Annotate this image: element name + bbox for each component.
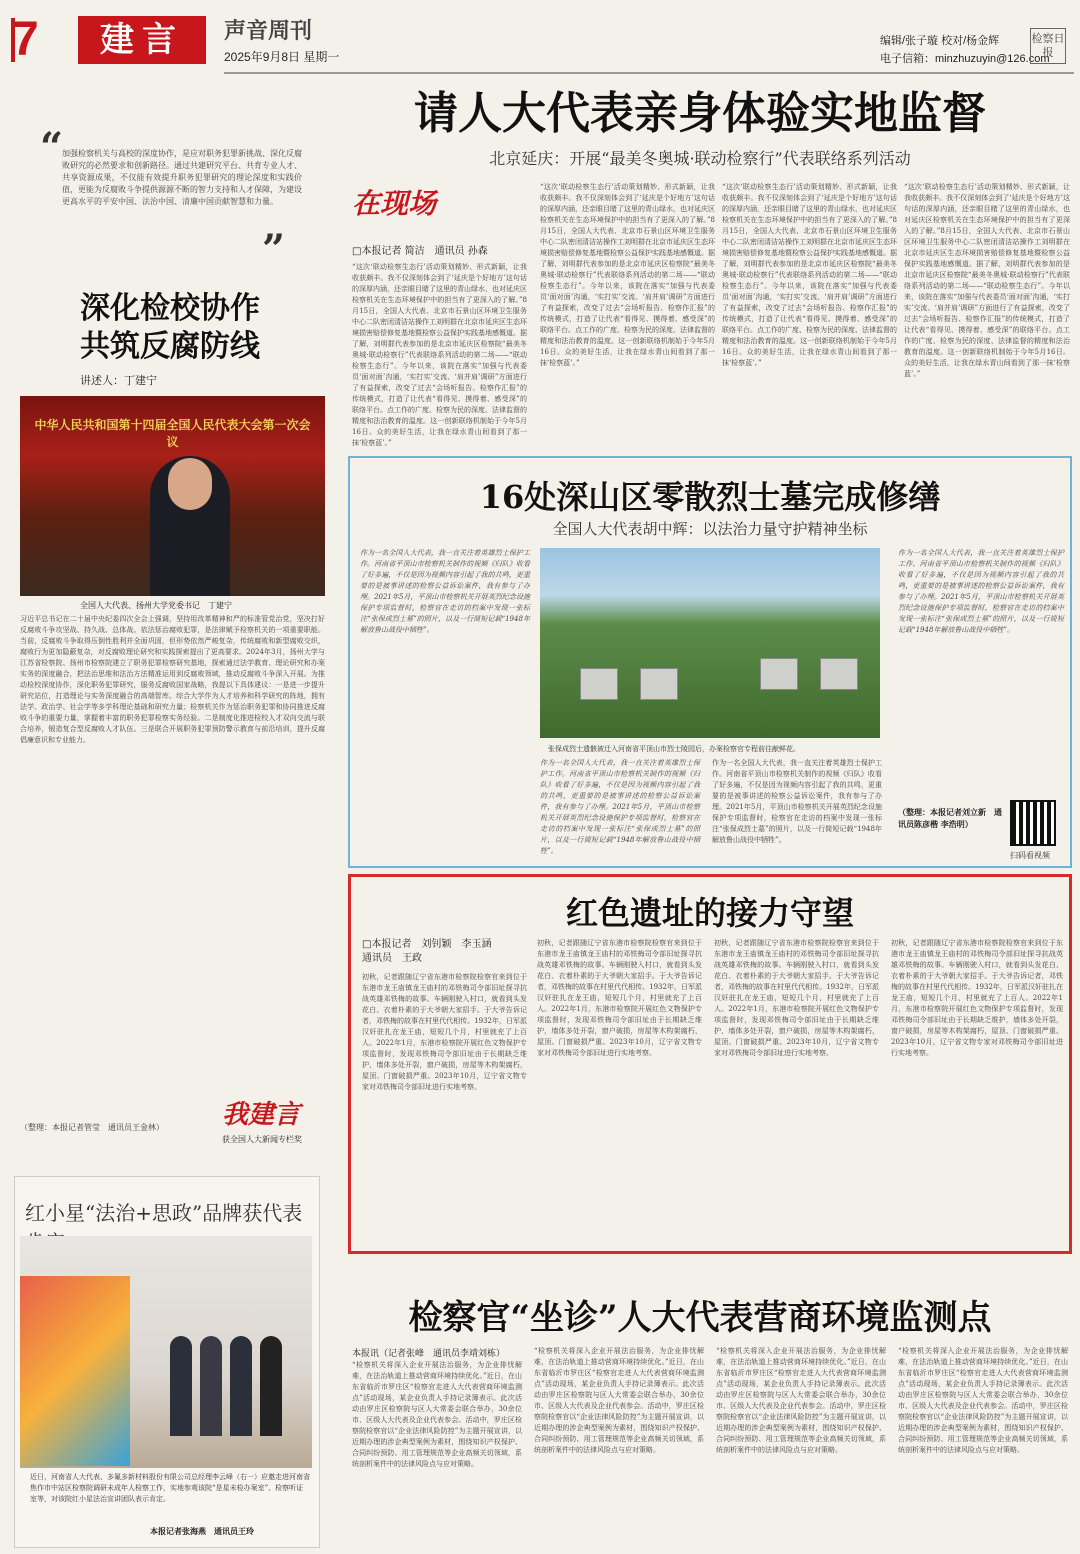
qr-caption: 扫码看视频 [1010,851,1050,860]
story4-body-col-3: “检察机关将深入企业开展法治服务，为企业排忧解难，在法治轨道上推动营商环境持续优化。”近日，在山东省临沂市罗庄区“检察官走进人大代表营商环境监测点”活动现场，某企业负责人手持记录簿表示。此次活动由罗庄区检察院与区人大常委会联合举办，30余位市、区级人大代表及企业代表参会。活动中，罗庄区检察院检察官以“企业法律风险防控”为主题开展宣讲，以近期办理的涉企典型案例为素材，围绕知识产权保护、合同纠纷预防、用工管理规范等企业高频关切领域，系统剖析案件中的法律风险点与应对策略。 [716,1347,886,1454]
visitor-figure [230,1336,252,1436]
story3-body-col-4: 初秋，记者跟随辽宁省东港市检察院检察官来到位于东港市龙王庙镇龙王庙村的邓铁梅司令部旧址探寻抗战英雄邓铁梅的故事。车辆刚驶入村口，就看到头发花白、衣着朴素的于大爷朝大家招手。于大爷告诉记者，邓铁梅的故事在村里代代相传。1932年，日军派汉奸驻扎在龙王庙，短短几个月，村里就充了上百人。2022年1月，东港市检察院开展红色文物保护专项监督时，发现邓铁梅司令部旧址由于长期缺乏维护，墙体多处开裂，窗户破损，房屋等木构架腐朽，屋顶、门窗破损严重。2023年10月，辽宁省文物专家对邓铁梅司令部旧址进行实地考察。 [891,939,1063,1057]
tomb-marker [640,668,678,700]
main-body-col-3: “这次‘联动检察生态行’活动策划精妙、形式新颖，让我收获颇丰。我不仅深刻体会到了‘延庆是个好地方’这句话的深厚内涵，还亲眼目睹了这里的青山绿水，也对延庆区检察机关在生态环境保护中的担当有了更深入的了解。”8月15日，全国人大代表、北京市石景山区环境卫生服务中心二队密闭清洁站操作工刘明群在北京市延庆区生态环境损害赔偿修复基地暨检察公益保护实践基地感慨道。据了解，刘明群代表参加的是北京市延庆区检察院“最美冬奥城·联动检察行”代表联络系列活动的第二场——“联动检察生态行”。今年以来，该院在落实“加强与代表委员‘面对面’沟通，‘实打实’交流、‘肩并肩’调研”方面进行了有益探索，改变了过去“会场听报告、检察作汇报”的传统模式，打造了让代表“看得见、摸得着、感受深”的联络平台。点工作的广度、检察为民的深度、法律监督的精度和法治教育的温度。这一创新联络机制始于今年5月16日。众的美好生活，让我在绿水青山间看到了那一抹‘检察蓝’。” [722,183,897,367]
story2-body-col-2: 作为一名全国人大代表，我一直关注着英雄烈士保护工作。河南省平顶山市检察机关制作的视频《归队》收看了好多遍，不仅是因为视频内容引起了我的共鸣，更重要的是被事讲述的检察公益诉讼案件，我有参与了办理。2021年5月，平顶山市检察机关开展英烈纪念设施保护专项监督时，检察官在走访的档案中发现一张标注“张保成烈士墓”的照片，以及一行简短记载“1948年解放鲁山战役中牺牲”。 [540,759,700,855]
story2-body-col-3: 作为一名全国人大代表，我一直关注着英雄烈士保护工作。河南省平顶山市检察机关制作的视频《归队》收看了好多遍，不仅是因为视频内容引起了我的共鸣，更重要的是被事讲述的检察公益诉讼案件，我有参与了办理。2021年5月，平顶山市检察机关开展英烈纪念设施保护专项监督时，检察官在走访的档案中发现一张标注“张保成烈士墓”的照片，以及一行简短记载“1948年解放鲁山战役中牺牲”。 [712,759,882,844]
main-body-col-4: “这次‘联动检察生态行’活动策划精妙、形式新颖，让我收获颇丰。我不仅深刻体会到了‘延庆是个好地方’这句话的深厚内涵，还亲眼目睹了这里的青山绿水，也对延庆区检察机关在生态环境保护中的担当有了更深入的了解。”8月15日，全国人大代表、北京市石景山区环境卫生服务中心二队密闭清洁站操作工刘明群在北京市延庆区生态环境损害赔偿修复基地暨检察公益保护实践基地感慨道。据了解，刘明群代表参加的是北京市延庆区检察院“最美冬奥城·联动检察行”代表联络系列活动的第二场——“联动检察生态行”。今年以来，该院在落实“加强与代表委员‘面对面’沟通，‘实打实’交流、‘肩并肩’调研”方面进行了有益探索，改变了过去“会场听报告、检察作汇报”的传统模式，打造了让代表“看得见、摸得着、感受深”的联络平台。点工作的广度、检察为民的深度、法律监督的精度和法治教育的温度。这一创新联络机制始于今年5月16日。众的美好生活，让我在绿水青山间看到了那一抹‘检察蓝’。” [904,183,1070,378]
story4-body-col-1: “检察机关将深入企业开展法治服务，为企业排忧解难，在法治轨道上推动营商环境持续优化。”近日，在山东省临沂市罗庄区“检察官走进人大代表营商环境监测点”活动现场，某企业负责人手持记录簿表示。此次活动由罗庄区检察院与区人大常委会联合举办，30余位市、区级人大代表及企业代表参会。活动中，罗庄区检察院检察官以“企业法律风险防控”为主题开展宣讲，以近期办理的涉企典型案例为素材，围绕知识产权保护、合同纠纷预防、用工管理规范等企业高频关切领域，系统剖析案件中的法律风险点与应对策略。 [352,1361,522,1468]
left-byline: （整理：本报记者管莹 通讯员王金林） [20,1123,164,1132]
story3-reporter-line-2: 通讯员 王政 [362,953,422,964]
visitor-figure [260,1336,282,1436]
left-headline [40,290,300,366]
story2-subtitle: 全国人大代表胡中辉：以法治力量守护精神坐标 [552,520,868,538]
brief-photo [20,1236,312,1468]
mural-wall [20,1276,130,1466]
photo-banner: 中华人民共和国第十四届全国人民代表大会第一次会议 [34,418,311,449]
section-tag: 在现场 [352,188,437,219]
brief-caption: 近日，河南省人大代表、多氟多新材料股份有限公司总经理李云峰（右一）应邀走进河南省焦作市中站区检察院调研未成年人检察工作，实地参观该院“是星未检办案室”、检察听证室等，对该院红小星法治宣讲团队表示肯定。 [30,1473,310,1503]
story3-body-col-1: 初秋，记者跟随辽宁省东港市检察院检察官来到位于东港市龙王庙镇龙王庙村的邓铁梅司令部旧址探寻抗战英雄邓铁梅的故事。车辆刚驶入村口，就看到头发花白、衣着朴素的于大爷朝大家招手。于大爷告诉记者，邓铁梅的故事在村里代代相传。1932年，日军派汉奸驻扎在龙王庙，短短几个月，村里就充了上百人。2022年1月，东港市检察院开展红色文物保护专项监督时，发现邓铁梅司令部旧址由于长期缺乏维护，墙体多处开裂，窗户破损，房屋等木构架腐朽，屋顶、门窗破损严重。2023年10月，辽宁省文物专家对邓铁梅司令部旧址进行实地考察。 [362,973,527,1091]
main-body-col-1: “这次‘联动检察生态行’活动策划精妙、形式新颖，让我收获颇丰。我不仅深刻体会到了‘延庆是个好地方’这句话的深厚内涵，还亲眼目睹了这里的青山绿水，也对延庆区检察机关在生态环境保护中的担当有了更深入的了解。”8月15日，全国人大代表、北京市石景山区环境卫生服务中心二队密闭清洁站操作工刘明群在北京市延庆区生态环境损害赔偿修复基地暨检察公益保护实践基地感慨道。据了解，刘明群代表参加的是北京市延庆区检察院“最美冬奥城·联动检察行”代表联络系列活动的第二场——“联动检察生态行”。今年以来，该院在落实“加强与代表委员‘面对面’沟通，‘实打实’交流、‘肩并肩’调研”方面进行了有益探索，改变了过去“会场听报告、检察作汇报”的传统模式，打造了让代表“看得见、摸得着、感受深”的联络平台。点工作的广度、检察为民的深度、法律监督的精度和法治教育的温度。这一创新联络机制始于今年5月16日。众的美好生活，让我在绿水青山间看到了那一抹‘检察蓝’。” [352,263,527,447]
delegate-photo [20,396,325,596]
editor-credit: 编辑/张子璇 校对/杨金辉 [880,35,1000,47]
left-headline-line-1: 深化检校协作 [80,291,260,326]
email-contact: 电子信箱：minzhuzuyin@126.com [880,53,1050,65]
person-face [168,458,212,510]
brief-title: 红小星“法治+思政”品牌获代表 [25,1201,303,1225]
story2-photo-caption: 张保成烈士遗骸被迁入河南省平顶山市烈士陵园后，办案检察官专程前往献鲜花。 [548,745,800,753]
story4-body-col-4: “检察机关将深入企业开展法治服务，为企业排忧解难，在法治轨道上推动营商环境持续优化。”近日，在山东省临沂市罗庄区“检察官走进人大代表营商环境监测点”活动现场，某企业负责人手持记录簿表示。此次活动由罗庄区检察院与区人大常委会联合举办，30余位市、区级人大代表及企业代表参会。活动中，罗庄区检察院检察官以“企业法律风险防控”为主题开展宣讲，以近期办理的涉企典型案例为素材，围绕知识产权保护、合同纠纷预防、用工管理规范等企业高频关切领域，系统剖析案件中的法律风险点与应对策略。 [898,1347,1068,1454]
story3-headline: 红色遗址的接力守望 [565,894,854,932]
paper-name: 声音周刊 [224,18,313,43]
page-number: 7 [12,13,39,66]
brief-byline: 本报记者张海燕 通讯员王玲 [150,1526,254,1536]
main-subtitle: 北京延庆：开展“最美冬奥城·联动检察行”代表联络系列活动 [489,149,911,168]
qr-code-icon[interactable] [1010,800,1056,846]
story3-reporter-line-1: □本报记者 刘钊颖 李玉涵 [362,939,492,950]
quote-close-icon: ” [262,226,286,273]
left-article-body: 习近平总书记在二十届中央纪委四次全会上强调，坚持用改革精神和严的标准管党治党，坚决打好反腐败斗争攻坚战、持久战、总体战。依法惩治腐败犯罪，是法律赋予检察机关的一项重要职能。当前，反腐败斗争取得压倒性胜利并全面巩固，但形势依然严峻复杂，传统腐败和新型腐败交织，腐败行为更加隐蔽复杂，对反腐败理论研究和实践探索提出了更高要求。2024年3月，扬州大学与江苏省检察院、扬州市检察院建立了职务犯罪检察研究基地，探索通过法学教育、理论研究和办案实务的深度融合，把法治思维和法治方法精准运用到反腐败领域，推动反腐败斗争深入开展。为推动检校深度协作，深化职务犯罪研究，服务反腐败国家战略，我提以下具体建议：一是进一步提升研究站位，打造理论与实务深度融合的高端智库。综合大学作为人才培养和科学研究的阵地，拥有法学、政治学、社会学等多学科理论基础和研究力量；检察机关作为惩治职务犯罪和协同推进反腐败斗争的重要力量，掌握着丰富的职务犯罪检察实务经验。二是制度化推进检校人才双向交流与联合培养，锻造复合型反腐败人才队伍。三是联合开展职务犯罪预防警示教育与前沿培训，提升反腐倡廉意识和专业能力。 [20,615,325,744]
issue-date: 2025年9月8日 星期一 [224,50,340,64]
section-label: 建言 [78,16,206,64]
page-header [0,0,1080,84]
speaker: 讲述人：丁建宁 [80,374,157,387]
story2-photo [540,548,880,738]
pull-quote: 加强检察机关与高校的深度协作，是应对职务犯罪新挑战、深化反腐败研究的必然要求和创新路径。通过共建研究平台、共育专业人才、共享资源成果，不仅能有效提升职务犯罪研究的理论深度和实践价值，更能为反腐败斗争提供源源不断的智力支持和人才保障，为建设更高水平的平安中国、法治中国、清廉中国贡献智慧和力量。 [62,149,302,206]
main-headline: 请人大代表亲身体验实地监督 [414,88,986,139]
story4-body-col-2: “检察机关将深入企业开展法治服务，为企业排忧解难，在法治轨道上推动营商环境持续优化。”近日，在山东省临沂市罗庄区“检察官走进人大代表营商环境监测点”活动现场，某企业负责人手持记录簿表示。此次活动由罗庄区检察院与区人大常委会联合举办，30余位市、区级人大代表及企业代表参会。活动中，罗庄区检察院检察官以“企业法律风险防控”为主题开展宣讲，以近期办理的涉企典型案例为素材，围绕知识产权保护、合同纠纷预防、用工管理规范等企业高频关切领域，系统剖析案件中的法律风险点与应对策略。 [534,1347,704,1454]
quote-open-icon: “ [40,124,64,171]
story2-body-col-4: 作为一名全国人大代表，我一直关注着英雄烈士保护工作。河南省平顶山市检察机关制作的视频《归队》收看了好多遍，不仅是因为视频内容引起了我的共鸣，更重要的是被事讲述的检察公益诉讼案件，我有参与了办理。2021年5月，平顶山市检察机关开展英烈纪念设施保护专项监督时，检察官在走访的档案中发现一张标注“张保成烈士墓”的照片，以及一行简短记载“1948年解放鲁山战役中牺牲”。 [898,549,1064,634]
story2-headline: 16处深山区零散烈士墓完成修缮 [479,478,941,516]
column-stamp: 我建言 [222,1100,301,1130]
tomb-marker [760,658,798,690]
visitor-figure [170,1336,192,1436]
visitor-figure [200,1336,222,1436]
tomb-marker [820,658,858,690]
story4-headline: 检察官“坐诊”人大代表营商环境监测点 [408,1298,992,1338]
story3-body-col-3: 初秋，记者跟随辽宁省东港市检察院检察官来到位于东港市龙王庙镇龙王庙村的邓铁梅司令部旧址探寻抗战英雄邓铁梅的故事。车辆刚驶入村口，就看到头发花白、衣着朴素的于大爷朝大家招手。于大爷告诉记者，邓铁梅的故事在村里代代相传。1932年，日军派汉奸驻扎在龙王庙，短短几个月，村里就充了上百人。2022年1月，东港市检察院开展红色文物保护专项监督时，发现邓铁梅司令部旧址由于长期缺乏维护，墙体多处开裂，窗户破损，房屋等木构架腐朽，屋顶、门窗破损严重。2023年10月，辽宁省文物专家对邓铁梅司令部旧址进行实地考察。 [714,939,879,1057]
main-body-col-2: “这次‘联动检察生态行’活动策划精妙、形式新颖，让我收获颇丰。我不仅深刻体会到了‘延庆是个好地方’这句话的深厚内涵，还亲眼目睹了这里的青山绿水，也对延庆区检察机关在生态环境保护中的担当有了更深入的了解。”8月15日，全国人大代表、北京市石景山区环境卫生服务中心二队密闭清洁站操作工刘明群在北京市延庆区生态环境损害赔偿修复基地暨检察公益保护实践基地感慨道。据了解，刘明群代表参加的是北京市延庆区检察院“最美冬奥城·联动检察行”代表联络系列活动的第二场——“联动检察生态行”。今年以来，该院在落实“加强与代表委员‘面对面’沟通，‘实打实’交流、‘肩并肩’调研”方面进行了有益探索，改变了过去“会场听报告、检察作汇报”的传统模式，打造了让代表“看得见、摸得着、感受深”的联络平台。点工作的广度、检察为民的深度、法律监督的精度和法治教育的温度。这一创新联络机制始于今年5月16日。众的美好生活，让我在绿水青山间看到了那一抹‘检察蓝’。” [540,183,715,367]
main-reporter: □本报记者 简洁 通讯员 孙森 [352,246,488,257]
left-headline-line-2: 共筑反腐防线 [80,329,260,364]
story3-body-col-2: 初秋，记者跟随辽宁省东港市检察院检察官来到位于东港市龙王庙镇龙王庙村的邓铁梅司令部旧址探寻抗战英雄邓铁梅的故事。车辆刚驶入村口，就看到头发花白、衣着朴素的于大爷朝大家招手。于大爷告诉记者，邓铁梅的故事在村里代代相传。1932年，日军派汉奸驻扎在龙王庙，短短几个月，村里就充了上百人。2022年1月，东港市检察院开展红色文物保护专项监督时，发现邓铁梅司令部旧址由于长期缺乏维护，墙体多处开裂，窗户破损，房屋等木构架腐朽，屋顶、门窗破损严重。2023年10月，辽宁省文物专家对邓铁梅司令部旧址进行实地考察。 [537,939,702,1057]
column-award: 获全国人大新闻专栏奖 [222,1135,302,1144]
newspaper-logo-icon: 检察日报 [1030,28,1066,64]
tomb-marker [580,668,618,700]
photo-caption: 全国人大代表、扬州大学党委书记 丁建宁 [80,601,232,610]
header-divider [224,72,1074,74]
story4-reporter: 本报讯（记者张峰 通讯员李靖刘栋） [352,1349,506,1359]
story3-reporter [362,938,491,966]
story2-body-col-1: 作为一名全国人大代表，我一直关注着英雄烈士保护工作。河南省平顶山市检察机关制作的视频《归队》收看了好多遍，不仅是因为视频内容引起了我的共鸣，更重要的是被事讲述的检察公益诉讼案件，我有参与了办理。2021年5月，平顶山市检察机关开展英烈纪念设施保护专项监督时，检察官在走访的档案中发现一张标注“张保成烈士墓”的照片，以及一行简短记载“1948年解放鲁山战役中牺牲”。 [360,549,530,634]
story2-byline: （整理：本报记者刘立新 通讯员陈彦楷 李浩明） [898,807,1002,829]
